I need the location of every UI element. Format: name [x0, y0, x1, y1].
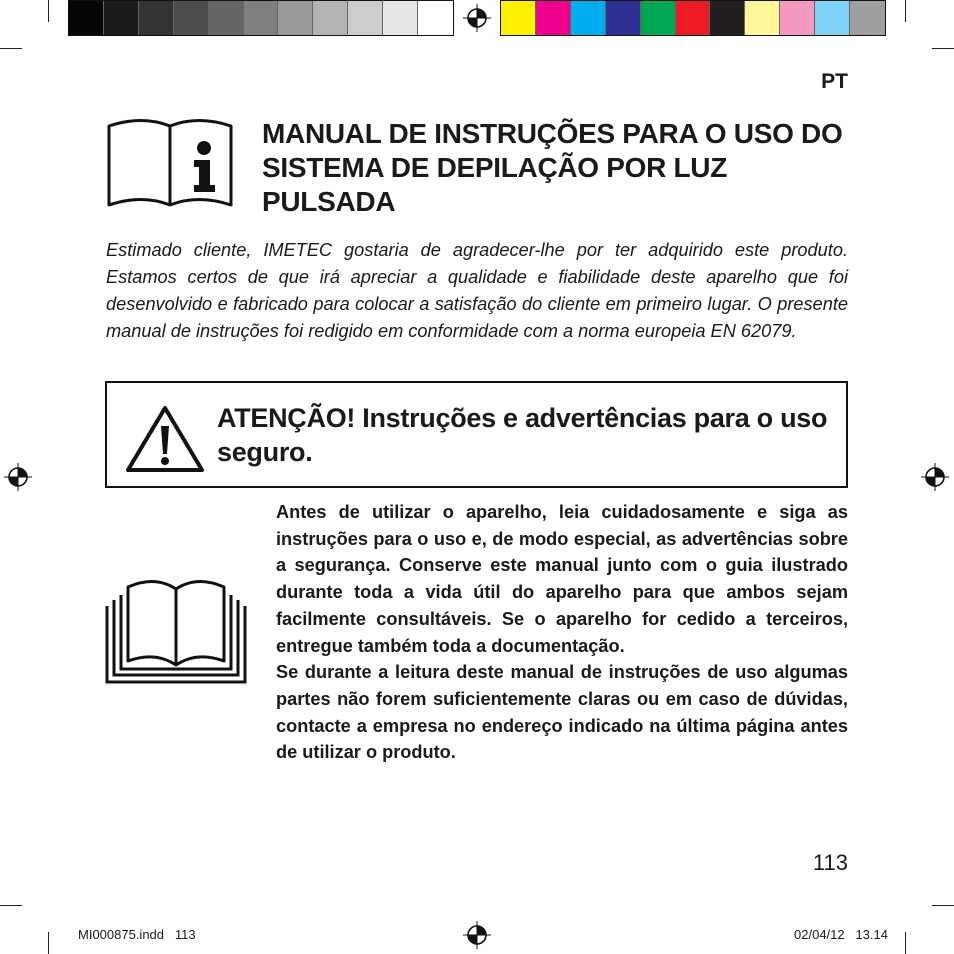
gray-swatch [139, 1, 174, 35]
color-swatch [571, 1, 606, 35]
crop-mark [48, 932, 49, 954]
color-swatch [850, 1, 885, 35]
gray-swatch [313, 1, 348, 35]
language-code: PT [821, 70, 848, 93]
color-swatch [780, 1, 815, 35]
color-swatch [676, 1, 711, 35]
manual-info-icon [106, 117, 234, 213]
grayscale-color-bar [68, 0, 454, 36]
instructions-paragraph: Se durante a leitura deste manual de instruções de uso algumas partes não forem suficientemente claras ou em caso de dúvidas, contacte a empresa no endereço indicado na última página antes de utilizar o produto. [276, 662, 848, 763]
warning-triangle-icon [124, 404, 206, 474]
read-manual-icon [105, 577, 247, 685]
gray-swatch [383, 1, 418, 35]
page-number: 113 [812, 850, 848, 875]
color-swatch [815, 1, 850, 35]
page-title: MANUAL DE INSTRUÇÕES PARA O USO DO SISTEMA DE DEPILAÇÃO POR LUZ PULSADA [262, 118, 843, 217]
gray-swatch [418, 1, 453, 35]
gray-swatch [348, 1, 383, 35]
gray-swatch [174, 1, 209, 35]
registration-mark-icon [921, 463, 949, 491]
registration-mark-icon [463, 921, 491, 949]
color-swatch [710, 1, 745, 35]
crop-mark [905, 932, 906, 954]
crop-mark [48, 0, 49, 22]
footer-file-info: MI000875.indd 113 [78, 927, 196, 942]
footer-date-info: 02/04/12 13.14 [794, 927, 888, 942]
gray-swatch [244, 1, 279, 35]
registration-mark-icon [4, 463, 32, 491]
crop-mark [0, 48, 22, 49]
process-color-bar [500, 0, 886, 36]
gray-swatch [104, 1, 139, 35]
safety-instructions [276, 499, 848, 766]
gray-swatch [209, 1, 244, 35]
crop-mark [0, 905, 22, 906]
instructions-paragraph: Antes de utilizar o aparelho, leia cuidadosamente e siga as instruções para o uso e, de modo especial, as advertências sobre a segurança. Conserve este manual junto com o guia ilustrado durante toda a vida útil do aparelho para que ambos sejam facilmente consultáveis. Se o aparelho for cedido a terceiros, entregue também toda a documentação. [276, 502, 848, 656]
crop-mark [932, 48, 954, 49]
color-swatch [501, 1, 536, 35]
crop-mark [932, 905, 954, 906]
crop-mark [905, 0, 906, 22]
color-swatch [536, 1, 571, 35]
color-swatch [641, 1, 676, 35]
gray-swatch [278, 1, 313, 35]
registration-mark-icon [463, 4, 491, 32]
gray-swatch [69, 1, 104, 35]
intro-paragraph: Estimado cliente, IMETEC gostaria de agradecer-lhe por ter adquirido este produto. Estamos certos de que irá apreciar a qualidade e fiabilidade deste aparelho que foi desenvolvido e fabricado para colocar a satisfação do cliente em primeiro lugar. O presente manual de instruções foi redigido em conformidade com a norma europeia EN 62079. [106, 240, 848, 341]
warning-title: ATENÇÃO! Instruções e advertências para o uso seguro. [217, 403, 828, 467]
color-swatch [606, 1, 641, 35]
color-swatch [745, 1, 780, 35]
